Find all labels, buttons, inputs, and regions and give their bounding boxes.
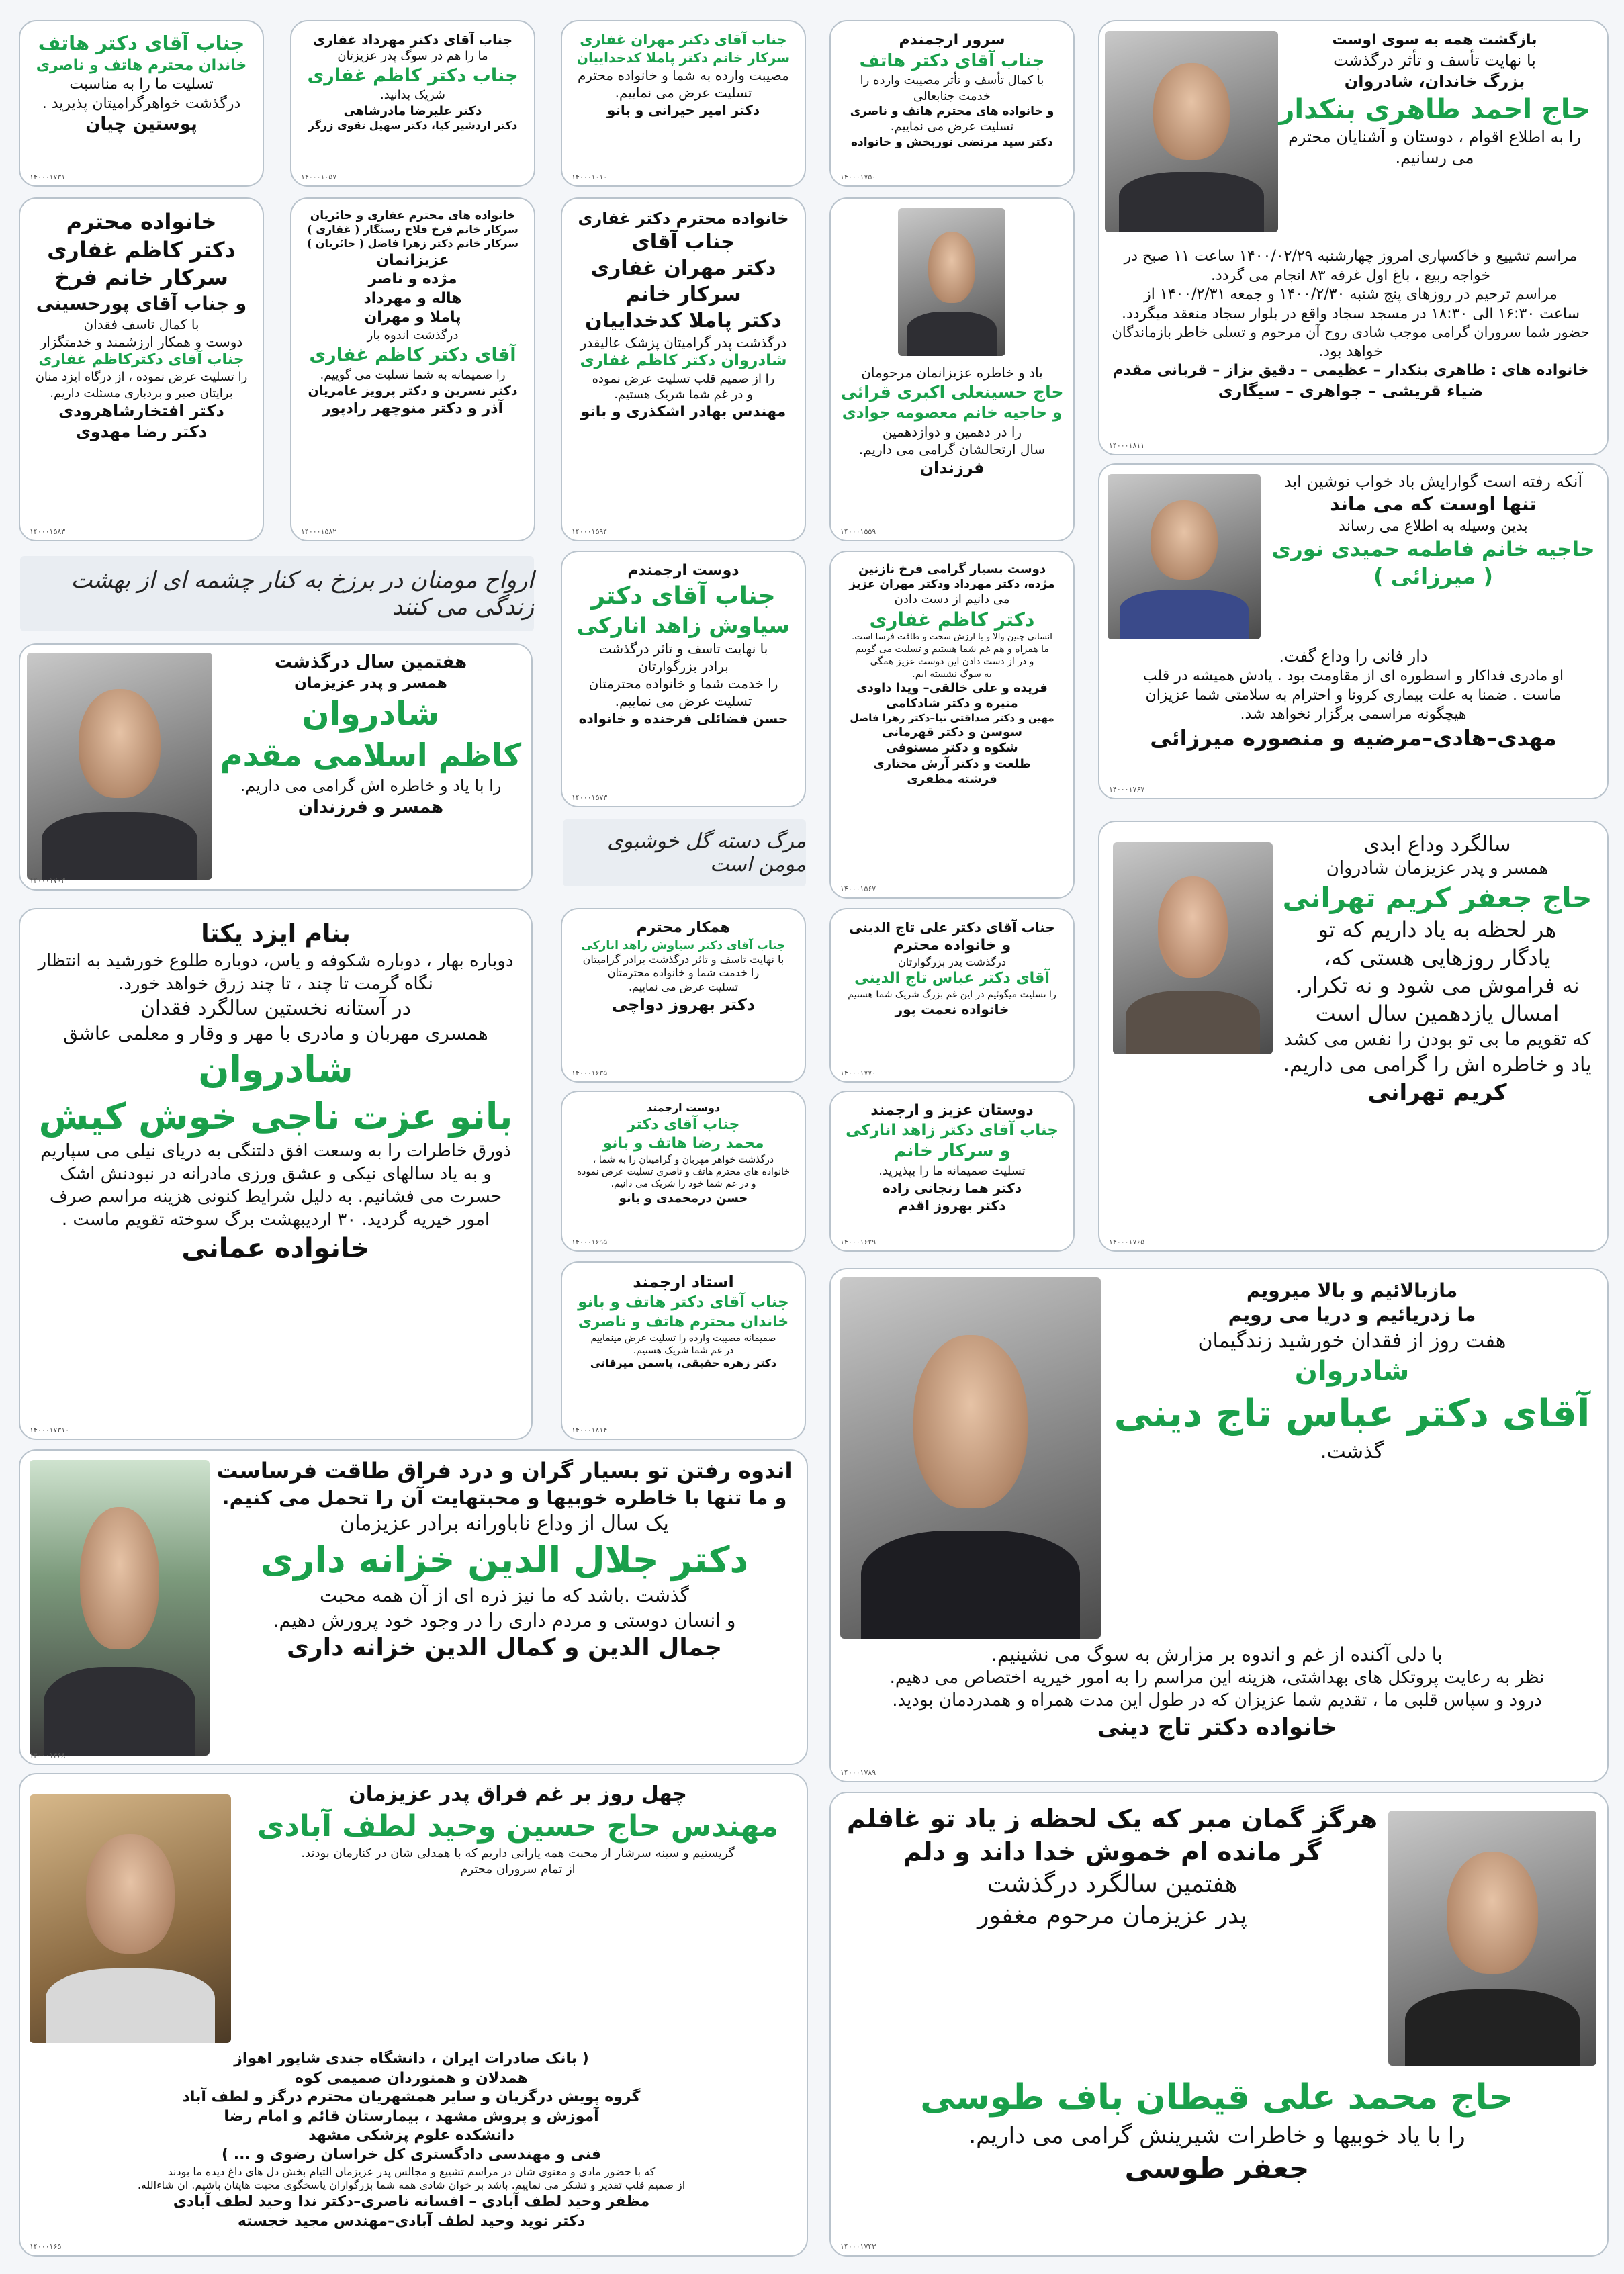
ad-text-line: خانواده های : طاهری بنکدار – عظیمی – دقیق بزاز – قربانی مقدم [1112, 362, 1589, 379]
ad-text-line: نه فراموش می شود و نه تکرار. [1295, 972, 1580, 999]
ad-text-line: درگذشت پدر بزرگوارتان [898, 955, 1006, 968]
ad-text-line: هرگز گمان مبر که یک لحظه ز یاد تو غافلم [846, 1804, 1378, 1833]
ad-text-line: را از صمیم قلب تسلیت عرض نموده [592, 372, 775, 387]
ad-code: ۱۴۰۰۰۱۷۵۰ [840, 173, 876, 181]
ad-text-line: سرکار خانم فرخ [54, 265, 228, 291]
ad-text-line: دوستان عزیز و ارجمند [870, 1102, 1034, 1119]
ad-text-line: دوست و همکار ارزشمند و خدمتگزار [40, 333, 243, 350]
ad-text-line: سرکار خانم [625, 283, 741, 307]
ad-text-line: همسر و پدر عزیزمان شادروان [1326, 858, 1549, 878]
ad-text-line: مژده، دکتر مهرداد ودکتر مهران عزیز [849, 578, 1055, 592]
ad-text-line: جناب آقای دکتر علی تاج الدینی [849, 919, 1055, 936]
ad-text-line: می رسانیم. [1395, 148, 1474, 168]
ad-text-line: یک سال از وداع ناباورانه برادر عزیزمان [340, 1512, 669, 1536]
ad-text-line: با نهایت تأسف و تأثر درگذشت [1333, 50, 1536, 70]
quote-banner [20, 556, 534, 631]
anniversary-ad-eslami [19, 643, 533, 891]
ad-text-line: نگاه گرمت تا چند ، تا چند زرق خواهد خورد. [118, 973, 433, 994]
deceased-name: آقای دکتر کاظم غفاری [309, 345, 516, 366]
ad-text-line: حضور شما سروران گرامی موجب شادی روح آن مرحوم و تسلی خاطر بازماندگان [1112, 324, 1590, 341]
ad-code: ۱۴۰۰۰۱۶۵ [30, 2242, 62, 2251]
condolence-ad-zahed-3 [829, 1091, 1075, 1252]
ad-text-line: با کمال تاسف فقدان [83, 316, 199, 332]
ad-text-line: تسلیت عرض می نماییم. [615, 85, 752, 101]
ad-text-line: اندوه رفتن تو بسیار گران و درد فراق طاقت فرساست [216, 1458, 793, 1484]
deceased-name: کاظم اسلامی مقدم [220, 736, 522, 773]
ad-text-line: دکتر رضا مهدوی [75, 422, 208, 442]
ad-text-line: جعفر طوسی [1124, 2151, 1310, 2185]
ad-text-line: انسانی چنین والا و با ارزش سخت و طاقت فرسا است. [852, 632, 1052, 643]
anniversary-ad-tousi [829, 1792, 1609, 2257]
ad-code: ۱۴۰۰۰۱۵۷۳ [572, 793, 608, 802]
condolence-ad-hatef-1 [829, 20, 1075, 187]
ad-text-line: حسرت می فشانیم. به دلیل شرایط کنونی هزینه مراسم صرف [49, 1186, 502, 1207]
obituary-ad-hamidi-nouri [1098, 463, 1609, 799]
ad-text-line: تسلیت ما را به مناسبت [69, 76, 214, 93]
ad-text-line: او مادری فداکار و اسطوره ای از مقاومت بود . یادش همیشه در قلب [1142, 668, 1564, 685]
portrait-photo [1388, 1811, 1596, 2066]
ad-text-line: ما را هم در سوگ پدر عزیزتان [337, 49, 488, 63]
ad-code: ۱۴۰۰۰۱۵۹۴ [572, 527, 608, 536]
ad-code: ۱۴۰۰۰۱۷۶۵ [1109, 1238, 1145, 1246]
ad-text-line: دکتر زهره حقیقی، یاسمن میرقانی [590, 1357, 777, 1370]
deceased-name: حاج جعفر کریم تهرانی [1282, 881, 1592, 914]
ad-text-line: را تسلیت عرض نموده ، از درگاه ایزد منان [35, 370, 248, 385]
deceased-name: شادروان دکتر کاظم غفاری [580, 352, 787, 370]
ad-text-line: خدمت جنابعالی [913, 89, 991, 103]
ad-code: ۱۴۰۰۰۱۰۱۰ [572, 173, 608, 181]
ad-text-line: در آستانه نخستین سالگرد فقدان [140, 997, 412, 1021]
ad-text-line: همکار محترم [636, 919, 731, 936]
quote-text: مرگ دسته گل خوشبوی مومن است [607, 829, 806, 876]
deceased-name: بانو عزت ناجی خوش کیش [38, 1095, 513, 1138]
ad-text-line: با دلی آکنده از غم و اندوه بر مزارش به سوگ می نشینیم. [991, 1643, 1443, 1666]
anniversary-ad-khazanehdari [19, 1449, 808, 1765]
ad-text-line: ( بانک صادرات ایران ، دانشگاه جندی شاپور اهواز [234, 2050, 589, 2067]
ad-text-line: تسلیت عرض می نماییم. [628, 981, 739, 994]
deceased-name: مهندس حاج حسین وحید لطف آبادی [257, 1809, 779, 1844]
ad-text-line: با کمال تأسف و تأثر مصیبت وارده را [860, 73, 1044, 88]
ad-code: ۱۴۰۰۰۱۴۶۸ [30, 1751, 66, 1760]
ad-text-line: در غم شما شریک هستیم. [633, 1345, 734, 1356]
ad-text-line: فریده و علی خالقی– ویدا داودی [856, 680, 1048, 695]
deceased-name: جناب آقای دکتر هاتف [859, 50, 1045, 71]
ad-code: ۱۴۰۰۰۱۵۶۷ [840, 884, 876, 893]
ad-text-line: مهدی–هادی–مرضیه و منصوره میرزائی [1150, 725, 1557, 751]
ad-text-line: سرکار خانم دکتر زهرا فاضل ( حائریان ) [306, 236, 519, 250]
ad-text-line: از تمام سروران محترم [460, 1862, 576, 1876]
deceased-name: جناب دکتر کاظم غفاری [307, 65, 518, 87]
ad-text-line: بزرگ خاندان، شادروان [1344, 71, 1525, 91]
portrait-photo [840, 1277, 1101, 1639]
portrait-photo [1105, 31, 1278, 232]
ad-code: ۱۴۰۰۰۱۰۵۷ [301, 173, 337, 181]
ad-text-line: منیره و دکتر شادکامی [886, 696, 1018, 711]
ad-text-line: دوباره بهار ، دوباره شکوفه و یاس، دوباره طلوع خورشید به انتظار [38, 950, 514, 971]
ad-text-line: برایتان صبر و بردباری مسئلت داریم. [50, 385, 233, 400]
condolence-ad-ghaffari-5 [19, 197, 264, 541]
ad-text-line: هر لحظه به یاد داریم که تو [1318, 917, 1557, 943]
ad-text-line: خانواده های محترم غفاری و حائریان [310, 209, 516, 222]
deceased-name: دکتر جلال الدین خزانه داری [260, 1539, 749, 1582]
ad-code: ۱۴۰۰۰۱۵۸۲ [301, 527, 337, 536]
condolence-ad-hatef-4 [561, 1261, 806, 1440]
ad-text-line: دکتر بهروز اقدم [898, 1197, 1006, 1214]
ad-text-line: ساعت ۱۶:۳۰ الی ۱۸:۳۰ در مسجد سجاد واقع در بلوار سجاد منعقد میگردد. [1121, 305, 1580, 322]
ad-text-line: دوست بسیار گرامی فرخ نازنین [858, 562, 1046, 576]
deceased-name: و سرکار خانم [893, 1141, 1011, 1162]
memorial-ad-akbari [829, 197, 1075, 541]
ad-text-line: فرشته مظفری [907, 772, 997, 787]
deceased-name: جناب آقای دکتر [591, 582, 776, 610]
deceased-name: سرکار خانم دکتر پاملا کدخداییان [576, 50, 790, 66]
ad-code: ۱۴۰۰۰۱۵۸۳ [30, 527, 66, 536]
ad-code: ۱۴۰۰۰۱۷۶۷ [1109, 785, 1145, 794]
ad-text-line: عزیزانمان [376, 251, 449, 269]
ad-text-line: ما همراه و هم غم شما هستیم و تسلیت می گوییم [855, 644, 1049, 655]
ad-text-line: دکتر هما زنجانی زاده [882, 1179, 1022, 1196]
ad-text-line: را با یاد و خاطره اش گرامی می داریم. [240, 776, 502, 795]
ad-text-line: نظر به رعایت پروتکل های بهداشتی، هزینه این مراسم را به امور خیریه اختصاص می دهیم. [889, 1668, 1545, 1688]
ad-text-line: تسلیت صمیمانه ما را بپذیرید. [878, 1164, 1026, 1179]
ad-text-line: را به اطلاع اقوام ، دوستان و آشنایان محترم [1288, 127, 1581, 146]
ad-text-line: آموزش و پروش مشهد ، بیمارستان قائم و امام رضا [224, 2107, 599, 2125]
memorial-ad-vahid-lotfabadi [19, 1773, 808, 2257]
ad-text-line: دکتر اردشیر کیا، دکتر سهیل تقوی زرگر [308, 119, 518, 132]
ad-text-line: یادگار روزهایی هستی که، [1324, 944, 1551, 970]
deceased-name: جناب آقای دکتر سیاوش زاهد انارکی [581, 938, 786, 952]
ad-code: ۱۴۰۰۰۱۷۸۹ [840, 1768, 876, 1777]
ad-text-line: مهین و دکتر صداقتی نیا–دکتر زهرا فاضل [850, 711, 1054, 724]
ad-code: ۱۴۰۰۰۱۸۱۱ [1109, 441, 1145, 450]
portrait-photo [27, 653, 212, 880]
ad-text-line: سال ارتحالشان گرامی می داریم. [858, 441, 1046, 458]
deceased-name: حاج احمد طاهری بنکدار [1279, 93, 1590, 125]
ad-text-line: مراسم تشییع و خاکسپاری امروز چهارشنبه ۱۴۰۰/۰۲/۲۹ ساعت ۱۱ صبح در [1124, 248, 1578, 265]
ad-text-line: را خدمت شما و خانواده محترمتان [607, 966, 760, 980]
ad-text-line: مژده و ناصر [368, 271, 457, 288]
ad-text-line: خانواده محترم دکتر غفاری [578, 209, 789, 228]
deceased-name: جناب آقای دکتر هاتف [38, 32, 245, 54]
ad-text-line: بازگشت همه به سوی اوست [1332, 32, 1537, 48]
ad-text-line: بدین وسیله به اطلاع می رساند [1339, 517, 1528, 535]
ad-text-line: خانواده عمانی [181, 1233, 370, 1265]
ad-text-line: را با یاد خوبیها و خاطرات شیرینش گرامی می داریم. [968, 2122, 1465, 2149]
deceased-name: شادروان [198, 1048, 353, 1091]
condolence-ad-zahed-2 [561, 908, 806, 1083]
ad-text-line: و در غم شما خود را شریک می دانیم. [611, 1179, 756, 1190]
ad-text-line: سالگرد وداع ابدی [1363, 833, 1511, 856]
ad-text-line: جمال الدین و کمال الدین خزانه داری [287, 1634, 722, 1662]
condolence-ad-ghaffari-6 [829, 551, 1075, 899]
ad-text-line: و انسان دوستی و مردم داری را در وجود خود پرورش دهیم. [273, 1608, 736, 1631]
ad-text-line: دکتر سید مرتضی نوربخش و خانواده [851, 135, 1053, 149]
ad-text-line: دار فانی را وداع گفت. [1279, 647, 1428, 666]
ad-text-line: درود و سپاس قلبی ما ، تقدیم شما عزیزان که در طول این مدت همراه و همدردمان بودید. [892, 1690, 1542, 1711]
ad-text-line: خواهد بود. [1318, 343, 1383, 360]
ad-text-line: طلعت و دکتر آرش مختاری [873, 756, 1031, 771]
deceased-name: جناب آقای دکتر مهران غفاری [580, 32, 787, 48]
ad-text-line: دکتر نوید وحید لطف آبادی–مهندس مجید خجسته [237, 2212, 586, 2230]
ad-text-line: بنام ایزد یکتا [201, 920, 351, 948]
portrait-photo [1108, 474, 1261, 639]
deceased-name: سیاوش زاهد انارکی [576, 612, 790, 639]
ad-text-line: گذشت .باشد که ما نیز ذره ای از آن همه محبت [320, 1584, 689, 1607]
ad-text-line: با نهایت تاسف و تاثر درگذشت برادر گرامیتان [582, 952, 784, 966]
ad-text-line: همسر و فرزندان [298, 797, 444, 817]
deceased-name: حاج حسینعلی اکبری قرائی [840, 382, 1064, 402]
deceased-name: جناب آقای دکتر هاتف و بانو [578, 1293, 789, 1312]
ad-code: ۱۴۰۰۰۱۷۳۱ [30, 173, 66, 181]
deceased-name: محمد رضا هاتف و بانو [602, 1135, 764, 1152]
ad-text-line: همدلان و همنوردان صمیمی کوه [295, 2069, 528, 2087]
deceased-name: خاندان محترم هاتف و ناصری [578, 1314, 789, 1331]
ad-text-line: جناب آقای دکتر مهرداد غفاری [312, 32, 513, 48]
ad-text-line: که تقویم ما بی تو بودن را نفس می کشد [1283, 1029, 1591, 1050]
ad-text-line: که با حضور مادی و معنوی شان در مراسم تشییع و مجالس پدر عزیزمان التیام بخش دل های داغ دیده ما بودند [167, 2165, 656, 2178]
ad-text-line: گریستیم و سینه سرشار از محبت همه یارانی داریم که با همدلی شان در کنارمان بودند. [301, 1846, 735, 1861]
ad-text-line: با نهایت تاسف و تاثر درگذشت [598, 640, 768, 657]
condolence-ad-hatef-3 [561, 1091, 806, 1252]
ad-text-line: دکتر نسرین و دکتر پرویز عامریان [308, 383, 518, 398]
ad-text-line: برادر بزرگوارتان [638, 657, 729, 674]
condolence-ad-ghaffari-3 [561, 197, 806, 541]
ad-text-line: مصیبت وارده به شما و خانواده محترم [578, 67, 789, 84]
ad-text-line: پاملا و مهران [364, 309, 461, 326]
condolence-ad-ghaffari-1 [561, 20, 806, 187]
portrait-photo [898, 208, 1005, 356]
ad-text-line: می دانیم از دست دادن [894, 592, 1010, 607]
ad-text-line: سوسن و دکتر قهرمانی [882, 725, 1022, 739]
deceased-name: شادروان [1294, 1355, 1410, 1387]
memorial-ad-tajdini [829, 1268, 1609, 1782]
ad-text-line: دکتر علیرضا مادرشاهی [343, 103, 482, 118]
ad-text-line: پوستین چیان [85, 114, 197, 135]
condolence-ad-ghaffari-2 [290, 20, 535, 187]
ad-text-line: یاد و خاطره عزیزانمان مرحومان [861, 365, 1043, 381]
ad-text-line: هاله و مهرداد [363, 289, 462, 307]
ad-text-line: خانواده دکتر تاج دینی [1097, 1713, 1337, 1741]
ad-text-line: آنکه رفته است گوارایش باد خواب نوشین ابد [1283, 472, 1583, 491]
ad-text-line: تسلیت عرض می نماییم. [615, 692, 752, 709]
ad-text-line: ما زدریائیم و دریا می رویم [1228, 1304, 1476, 1326]
ad-text-line: یاد و خاطره اش را گرامی می داریم. [1283, 1052, 1592, 1077]
ad-text-line: دکتر کاظم غفاری [47, 236, 236, 263]
condolence-ad-tajdini-1 [829, 908, 1075, 1083]
ad-text-line: آذر و دکتر منوچهر رادپور [322, 400, 504, 417]
ad-text-line: شکوه و دکتر مستوفی [886, 741, 1018, 756]
ad-text-line: مازبالائیم و بالا میرویم [1246, 1279, 1458, 1302]
ad-text-line: تنها اوست که می ماند [1330, 493, 1537, 516]
ad-code: ۱۴۰۰۰۱۶۲۹ [840, 1238, 876, 1246]
ad-text-line: کریم تهرانی [1367, 1079, 1507, 1106]
ad-text-line: صمیمانه مصیبت وارده را تسلیت عرض مینماییم [590, 1332, 776, 1344]
ad-text-line: فنی و مهندسی دادگستری کل خراسان رضوی و ... ) [222, 2146, 601, 2163]
ad-text-line: تسلیت عرض می نماییم. [890, 120, 1014, 134]
ad-text-line: خانواده نعمت پور [895, 1001, 1009, 1018]
deceased-name: ( میرزائی ) [1373, 563, 1494, 590]
ad-text-line: شریک بدانید. [380, 88, 445, 103]
ad-code: ۱۴۰۰۰۱۵۵۹ [840, 527, 876, 536]
ad-text-line: حسن فضائلی فرخنده و خانواده [578, 710, 788, 727]
deceased-name: دکتر کاظم غفاری [869, 608, 1035, 631]
ad-text-line: هفتمین سالگرد درگذشت [987, 1870, 1238, 1898]
deceased-name: شادروان [302, 695, 440, 733]
ad-text-line: گروه پویش درگزیان و سایر همشهریان محترم درگز و لطف آباد [182, 2089, 641, 2106]
ad-text-line: و خانواده محترم [893, 937, 1011, 954]
quote-text: ارواح مومنان در برزخ به کنار چشمه ای از بهشت زندگی می کنند [71, 567, 534, 621]
portrait-photo [30, 1460, 210, 1756]
anniversary-ad-naji-khoshkish [19, 908, 533, 1440]
condolence-ad-zahed-1 [561, 551, 806, 807]
deceased-name: آقای دکتر عباس تاج دینی [1114, 1391, 1590, 1436]
ad-text-line: و در از دست دادن این دوست عزیز همگی [870, 656, 1034, 668]
ad-text-line: مهندس بهادر اشکذری و بانو [580, 403, 786, 420]
ad-text-line: هفتمین سال درگذشت [274, 652, 467, 672]
ad-text-line: فرزندان [919, 459, 985, 478]
ad-code: ۱۴۰۰۰۱۷۴۳ [840, 2242, 876, 2251]
ad-code: ۱۴۰۰۰۱۶۳۵ [572, 1068, 608, 1077]
ad-text-line: مظفر وحید لطف آبادی – افسانه ناصری–دکتر ندا وحید لطف آبادی [173, 2193, 650, 2211]
ad-text-line: خانواده محترم [66, 209, 217, 234]
condolence-ad-ghaffari-4 [290, 197, 535, 541]
portrait-photo [30, 1794, 231, 2043]
ad-text-line: و ما تنها با خاطره خوبیها و محبتهایت آن را تحمل می کنیم. [222, 1486, 787, 1509]
quote-banner [563, 819, 806, 886]
portrait-photo [1113, 842, 1273, 1054]
ad-text-line: استاد ارجمند [633, 1273, 734, 1291]
ad-code: ۱۴۰۰۰۱۷۰۳ [30, 876, 66, 885]
obituary-ad-taheri [1098, 20, 1609, 455]
ad-text-line: دکتر مهران غفاری [590, 257, 776, 281]
ad-text-line: دوست ارجمند [646, 1101, 721, 1114]
ad-text-line: و در غم شما شریک هستیم. [614, 388, 753, 402]
ad-text-line: امور خیریه گردید. ۳۰ اردیبهشت برگ سوخته تقویم ماست . [61, 1209, 490, 1230]
deceased-name: جناب آقای دکتر زاهد انارکی [846, 1121, 1058, 1139]
deceased-name: حاجیه خانم فاطمه حمیدی نوری [1271, 537, 1595, 562]
deceased-name: و حاجیه خانم معصومه جوادی [842, 404, 1063, 422]
ad-text-line: حسن درمحمدی و بانو [619, 1191, 748, 1206]
ad-text-line: را خدمت شما و خانواده محترمتان [588, 675, 778, 692]
ad-text-line: گذشت. [1320, 1439, 1384, 1463]
deceased-name: حاج محمد علی قیطان باف طوسی [920, 2077, 1514, 2118]
ad-text-line: سرکار خانم فرخ فلاح رسنگار ( غفاری ) [307, 223, 518, 236]
ad-code: ۱۴۰۰۰۱۶۹۵ [572, 1238, 608, 1246]
ad-text-line: دکتر پاملا کدخداییان [585, 309, 782, 333]
ad-text-line: به سوگ نشسته ایم. [912, 668, 992, 680]
ad-text-line: پدر عزیزمان مرحوم مغفور [977, 1901, 1247, 1929]
ad-text-line: دکتر افتخارشاهرودی [58, 402, 224, 421]
ad-code: ۱۴۰۰۰۱۷۷۰ [840, 1068, 876, 1077]
ad-text-line: خواجه ربیع ، باغ اول غرفه ۸۳ انجام می گردد. [1211, 267, 1490, 284]
ad-text-line: دوست ارجمندم [627, 562, 739, 579]
ad-text-line: خانواده های محترم هاتف و ناصری تسلیت عرض نموده [576, 1167, 790, 1178]
ad-text-line: همسر و پدر عزیزمان [294, 674, 447, 692]
ad-code: ۱۴۰۰۰۱۸۱۴ [572, 1426, 608, 1435]
ad-text-line: همسری مهربان و مادری با مهر و وقار و معلمی عاشق [63, 1022, 488, 1045]
ad-text-line: جناب آقای [631, 230, 735, 255]
ad-text-line: را تسلیت میگوئیم در این غم بزرگ شریک شما هستیم [848, 989, 1056, 1000]
ad-text-line: سرور ارجمندم [899, 32, 1005, 48]
ad-code: ۱۴۰۰۰۱۷۳۱۰ [30, 1426, 70, 1435]
ad-text-line: دکتر بهروز دواچی [611, 995, 756, 1015]
ad-text-line: هیچگونه مراسمی برگزار نخواهد شد. [1240, 706, 1467, 723]
ad-text-line: درگذشت خواهرگرامیتان پذیرید . [42, 95, 241, 112]
ad-text-line: امسال یازدهمین سال است [1315, 1000, 1560, 1026]
ad-text-line: از صمیم قلب تقدیر و تشکر می نماییم. باشد بر خوان شادی همه شما بزرگواران پاسخگوی محبت هایتان باشیم. ان شاءالله. [137, 2179, 686, 2192]
ad-text-line: را در دهمین و دوازدهمین [882, 424, 1022, 441]
ad-text-line: ضیاء قریشی – جواهری – سیگاری [1218, 381, 1484, 400]
condolence-ad-hatef-2 [19, 20, 264, 187]
ad-text-line: چهل روز بر غم فراق پدر عزیزمان [349, 1782, 687, 1806]
ad-text-line: درگذشت پدر گرامیتان پزشک عالیقدر [580, 334, 787, 351]
ad-text-line: ذورق خاطرات را به وسعت افق دلتنگی به دریای نیلی می سپاریم [40, 1141, 511, 1162]
deceased-name: آقای دکتر عباس تاج الدینی [854, 970, 1050, 987]
ad-text-line: درگذشت اندوه بار [367, 328, 459, 343]
ad-text-line: هفت روز از فقدان خورشید زندگیمان [1198, 1328, 1506, 1353]
ad-text-line: درگذشت خواهر مهربان و گرامیتان را به شما ، [592, 1154, 774, 1165]
deceased-name: خاندان محترم هاتف و ناصری [36, 56, 247, 74]
ad-text-line: دانشکده علوم پزشکی مشهد [308, 2127, 514, 2144]
ad-text-line: و جناب آقای پورحسینی [36, 293, 247, 314]
deceased-name: جناب آقای دکتر [627, 1116, 740, 1133]
deceased-name: جناب آقای دکترکاظم غفاری [38, 351, 244, 368]
ad-text-line: و خانواده های محترم هاتف و ناصری [850, 105, 1054, 119]
ad-text-line: و به یاد سالهای نیکی و عشق ورزی مادرانه در نبودنش اشک [60, 1163, 492, 1184]
ad-text-line: ماست . ضمنا به علت بیماری کرونا و احترام به سلامتی شما عزیزان [1145, 686, 1562, 704]
ad-text-line: دکتر امیر حیرانی و بانو [606, 102, 760, 119]
ad-text-line: گر مانده ام خموش خدا داند و دلم [903, 1837, 1322, 1867]
anniversary-ad-karim-tehrani [1098, 821, 1609, 1252]
ad-text-line: را صمیمانه به شما تسلیت می گوییم. [320, 367, 506, 382]
ad-text-line: مراسم ترحیم در روزهای پنج شنبه ۱۴۰۰/۲/۳۰ و جمعه ۱۴۰۰/۲/۳۱ از [1144, 286, 1558, 304]
